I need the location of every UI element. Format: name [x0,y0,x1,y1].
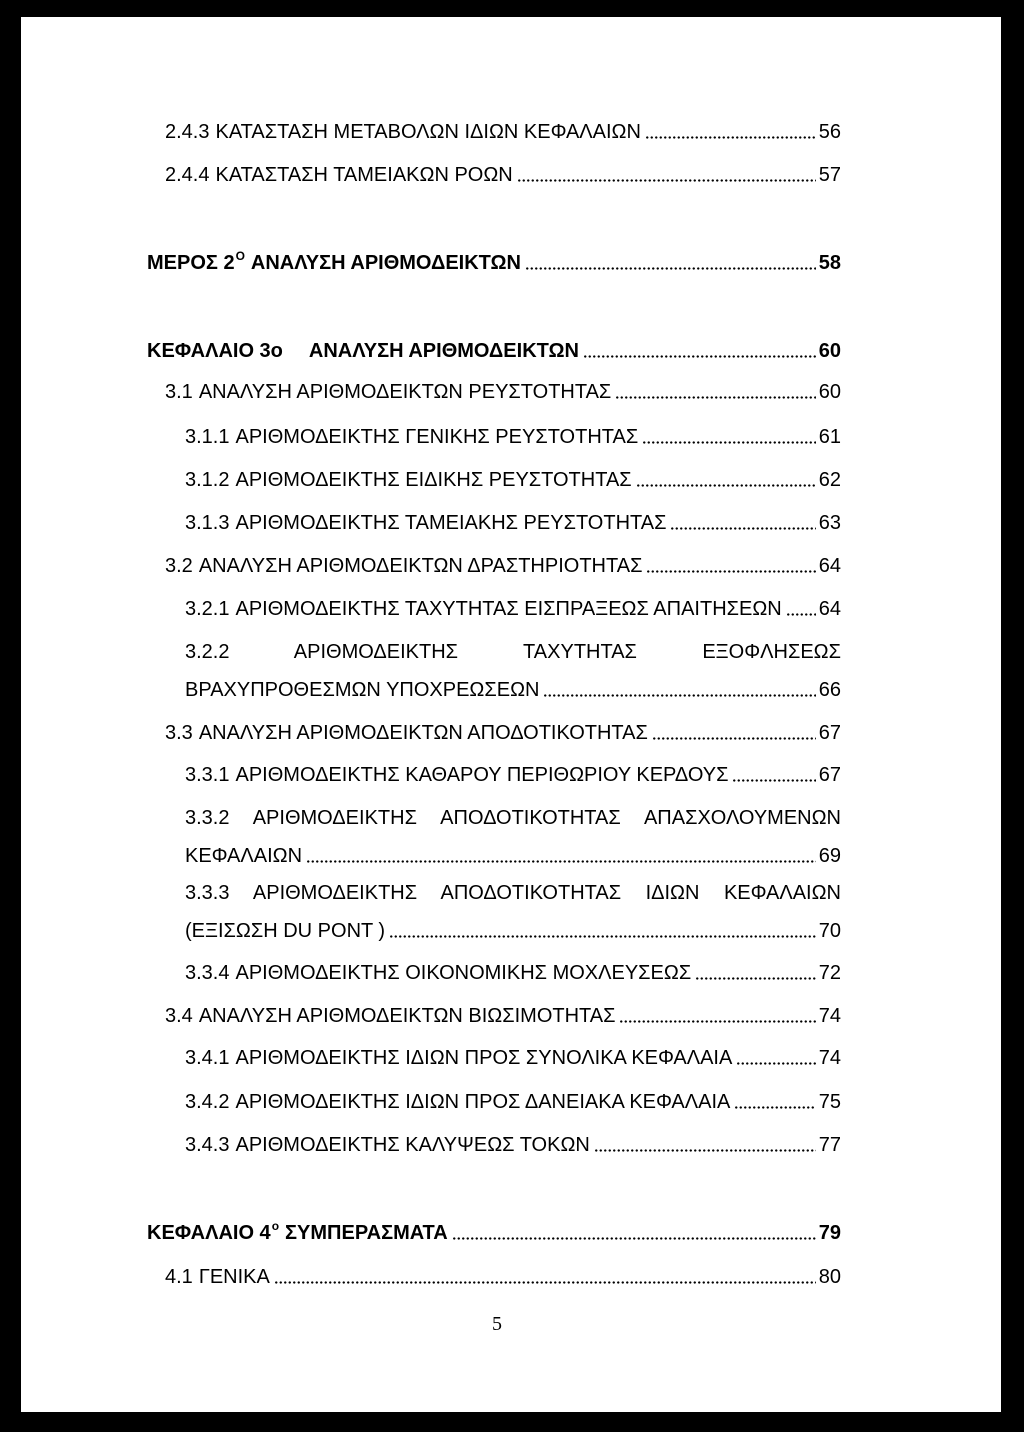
toc-entry [185,597,841,621]
toc-entry-title: ΑΝΑΛΥΣΗ ΑΡΙΘΜΟΔΕΙΚΤΩΝ ΡΕΥΣΤΟΤΗΤΑΣ [198,381,612,403]
toc-entry-page: 64 [818,598,841,620]
toc-entry-title: ΑΡΙΘΜΟΔΕΙΚΤΗΣ ΤΑΜΕΙΑΚΗΣ ΡΕΥΣΤΟΤΗΤΑΣ [235,512,667,534]
toc-entry [185,640,841,664]
toc-entry-title-continued: ΚΕΦΑΛΑΙΩΝ [185,845,303,867]
toc-entry-title: ΚΑΤΑΣΤΑΣΗ ΤΑΜΕΙΑΚΩΝ ΡΟΩΝ [215,164,513,186]
toc-entry-page: 60 [818,381,841,403]
toc-entry-label: ΚΕΦΑΛΑΙΟ 4 [147,1222,271,1244]
toc-entry-title: ΑΝΑΛΥΣΗ ΑΡΙΘΜΟΔΕΙΚΤΩΝ [250,252,521,274]
dot-leader [642,441,816,444]
toc-entry [165,163,841,187]
dot-leader [670,527,815,530]
toc-entry-page: 74 [818,1047,841,1069]
toc-entry-title: ΑΝΑΛΥΣΗ ΑΡΙΘΜΟΔΕΙΚΤΩΝ ΑΠΟΔΟΤΙΚΟΤΗΤΑΣ [198,722,648,744]
toc-entry [165,554,841,578]
toc-entry [165,120,841,144]
toc-entry [165,1004,841,1028]
toc-entry [165,721,841,745]
toc-entry-number: 2.4.4 [165,164,210,186]
toc-entry-label: ΚΕΦΑΛΑΙΟ 3ο [147,340,283,362]
toc-entry-continuation [185,844,841,868]
toc-entry-page: 56 [818,121,841,143]
toc-entry-title: ΚΑΤΑΣΤΑΣΗ ΜΕΤΑΒΟΛΩΝ ΙΔΙΩΝ ΚΕΦΑΛΑΙΩΝ [215,121,641,143]
toc-entry-label: ΜΕΡΟΣ 2 [147,252,235,274]
toc-entry-number: 3.1 [165,381,193,403]
toc-entry-title: ΑΡΙΘΜΟΔΕΙΚΤΗΣ ΚΑΛΥΨΕΩΣ ΤΟΚΩΝ [235,1134,590,1156]
toc-entry-page: 70 [818,920,841,942]
toc-entry-number: 3.3.3 [185,882,230,904]
toc-entry [185,763,841,787]
dot-leader [736,1062,815,1065]
dot-leader [583,355,816,358]
dot-leader [525,267,816,270]
toc-entry-title: ΑΝΑΛΥΣΗ ΑΡΙΘΜΟΔΕΙΚΤΩΝ [308,340,579,362]
toc-entry-superscript: Ο [235,249,245,263]
toc-entry-number: 3.1.2 [185,469,230,491]
toc-entry [165,1265,841,1289]
toc-entry-title: ΑΡΙΘΜΟΔΕΙΚΤΗΣ ΑΠΟΔΟΤΙΚΟΤΗΤΑΣ ΙΔΙΩΝ ΚΕΦΑΛΑΙΩΝ [252,882,841,904]
dot-leader [786,613,816,616]
toc-entry-title: ΓΕΝΙΚΑ [198,1266,270,1288]
toc-entry-title-continued: (ΕΞΙΣΩΣΗ DU PONT ) [185,920,386,942]
toc-entry-number: 2.4.3 [165,121,210,143]
toc-entry-number: 4.1 [165,1266,193,1288]
toc-entry-continuation [185,678,841,702]
toc-entry [185,961,841,985]
toc-entry-title: ΑΡΙΘΜΟΔΕΙΚΤΗΣ ΚΑΘΑΡΟΥ ΠΕΡΙΘΩΡΙΟΥ ΚΕΡΔΟΥΣ [235,764,729,786]
toc-entry [185,806,841,830]
toc-entry-title: ΑΡΙΘΜΟΔΕΙΚΤΗΣ ΤΑΧΥΤΗΤΑΣ ΕΙΣΠΡΑΞΕΩΣ ΑΠΑΙΤΗΣΕΩΝ [235,598,782,620]
dot-leader [732,779,815,782]
dot-leader [734,1106,815,1109]
toc-entry-page: 77 [818,1134,841,1156]
dot-leader [695,977,816,980]
toc-entry-number: 3.1.1 [185,426,230,448]
dot-leader [594,1149,816,1152]
toc-entry-title: ΑΡΙΘΜΟΔΕΙΚΤΗΣ ΑΠΟΔΟΤΙΚΟΤΗΤΑΣ ΑΠΑΣΧΟΛΟΥΜΕΝΩΝ [252,807,842,829]
toc-entry-number: 3.2.2 [185,641,230,663]
toc-entry-superscript: ο [271,1219,280,1233]
toc-entry-title: ΑΡΙΘΜΟΔΕΙΚΤΗΣ ΕΙΔΙΚΗΣ ΡΕΥΣΤΟΤΗΤΑΣ [235,469,632,491]
toc-entry-title: ΑΝΑΛΥΣΗ ΑΡΙΘΜΟΔΕΙΚΤΩΝ ΒΙΩΣΙΜΟΤΗΤΑΣ [198,1005,616,1027]
toc-entry-page: 80 [818,1266,841,1288]
toc-entry-title-continued: ΒΡΑΧΥΠΡΟΘΕΣΜΩΝ ΥΠΟΧΡΕΩΣΕΩΝ [185,679,540,701]
dot-leader [306,860,816,863]
toc-entry-page: 64 [818,555,841,577]
dot-leader [274,1281,816,1284]
dot-leader [636,484,816,487]
dot-leader [619,1020,815,1023]
toc-entry-page: 66 [818,679,841,701]
toc-entry-title: ΑΡΙΘΜΟΔΕΙΚΤΗΣ ΙΔΙΩΝ ΠΡΟΣ ΔΑΝΕΙΑΚΑ ΚΕΦΑΛΑΙΑ [235,1091,731,1113]
toc-entry [185,881,841,905]
toc-part-heading [147,251,841,275]
toc-entry-number: 3.4.2 [185,1091,230,1113]
toc-entry [185,511,841,535]
toc-entry [165,380,841,404]
toc-entry-page: 79 [818,1222,841,1244]
toc-entry-page: 57 [818,164,841,186]
toc-entry-title: ΑΡΙΘΜΟΔΕΙΚΤΗΣ ΓΕΝΙΚΗΣ ΡΕΥΣΤΟΤΗΤΑΣ [235,426,639,448]
toc-entry-continuation [185,919,841,943]
dot-leader [543,694,815,697]
dot-leader [517,179,816,182]
toc-entry-number: 3.3.2 [185,807,230,829]
toc-entry [185,1090,841,1114]
toc-entry-page: 75 [818,1091,841,1113]
toc-entry-number: 3.2.1 [185,598,230,620]
dot-leader [452,1237,816,1240]
toc-entry [185,468,841,492]
toc-entry-number: 3.4.1 [185,1047,230,1069]
dot-leader [645,136,816,139]
toc-entry-title: ΑΝΑΛΥΣΗ ΑΡΙΘΜΟΔΕΙΚΤΩΝ ΔΡΑΣΤΗΡΙΟΤΗΤΑΣ [198,555,643,577]
dot-leader [646,570,815,573]
toc-entry [185,1046,841,1070]
toc-entry-title: ΑΡΙΘΜΟΔΕΙΚΤΗΣ ΙΔΙΩΝ ΠΡΟΣ ΣΥΝΟΛΙΚΑ ΚΕΦΑΛΑΙΑ [235,1047,733,1069]
toc-entry-page: 67 [818,764,841,786]
toc-entry-page: 60 [818,340,841,362]
toc-chapter-heading [147,1221,841,1245]
toc-entry [185,425,841,449]
toc-entry-page: 67 [818,722,841,744]
toc-entry-number: 3.4.3 [185,1134,230,1156]
toc-entry-number: 3.1.3 [185,512,230,534]
toc-entry-page: 69 [818,845,841,867]
toc-entry-number: 3.4 [165,1005,193,1027]
dot-leader [652,737,816,740]
toc-entry-number: 3.3 [165,722,193,744]
toc-entry [185,1133,841,1157]
toc-chapter-heading [147,339,841,363]
toc-entry-page: 61 [818,426,841,448]
toc-entry-title: ΑΡΙΘΜΟΔΕΙΚΤΗΣ ΤΑΧΥΤΗΤΑΣ ΕΞΟΦΛΗΣΕΩΣ [293,641,841,663]
toc-entry-page: 58 [818,252,841,274]
toc-entry-page: 63 [818,512,841,534]
toc-entry-page: 62 [818,469,841,491]
toc-entry-number: 3.2 [165,555,193,577]
toc-entry-page: 72 [818,962,841,984]
page-number: 5 [492,1313,502,1335]
toc-entry-number: 3.3.4 [185,962,230,984]
toc-entry-title: ΑΡΙΘΜΟΔΕΙΚΤΗΣ ΟΙΚΟΝΟΜΙΚΗΣ ΜΟΧΛΕΥΣΕΩΣ [235,962,692,984]
toc-entry-title: ΣΥΜΠΕΡΑΣΜΑΤΑ [285,1222,448,1244]
toc-entry-page: 74 [818,1005,841,1027]
dot-leader [615,396,815,399]
toc-entry-number: 3.3.1 [185,764,230,786]
dot-leader [389,935,816,938]
